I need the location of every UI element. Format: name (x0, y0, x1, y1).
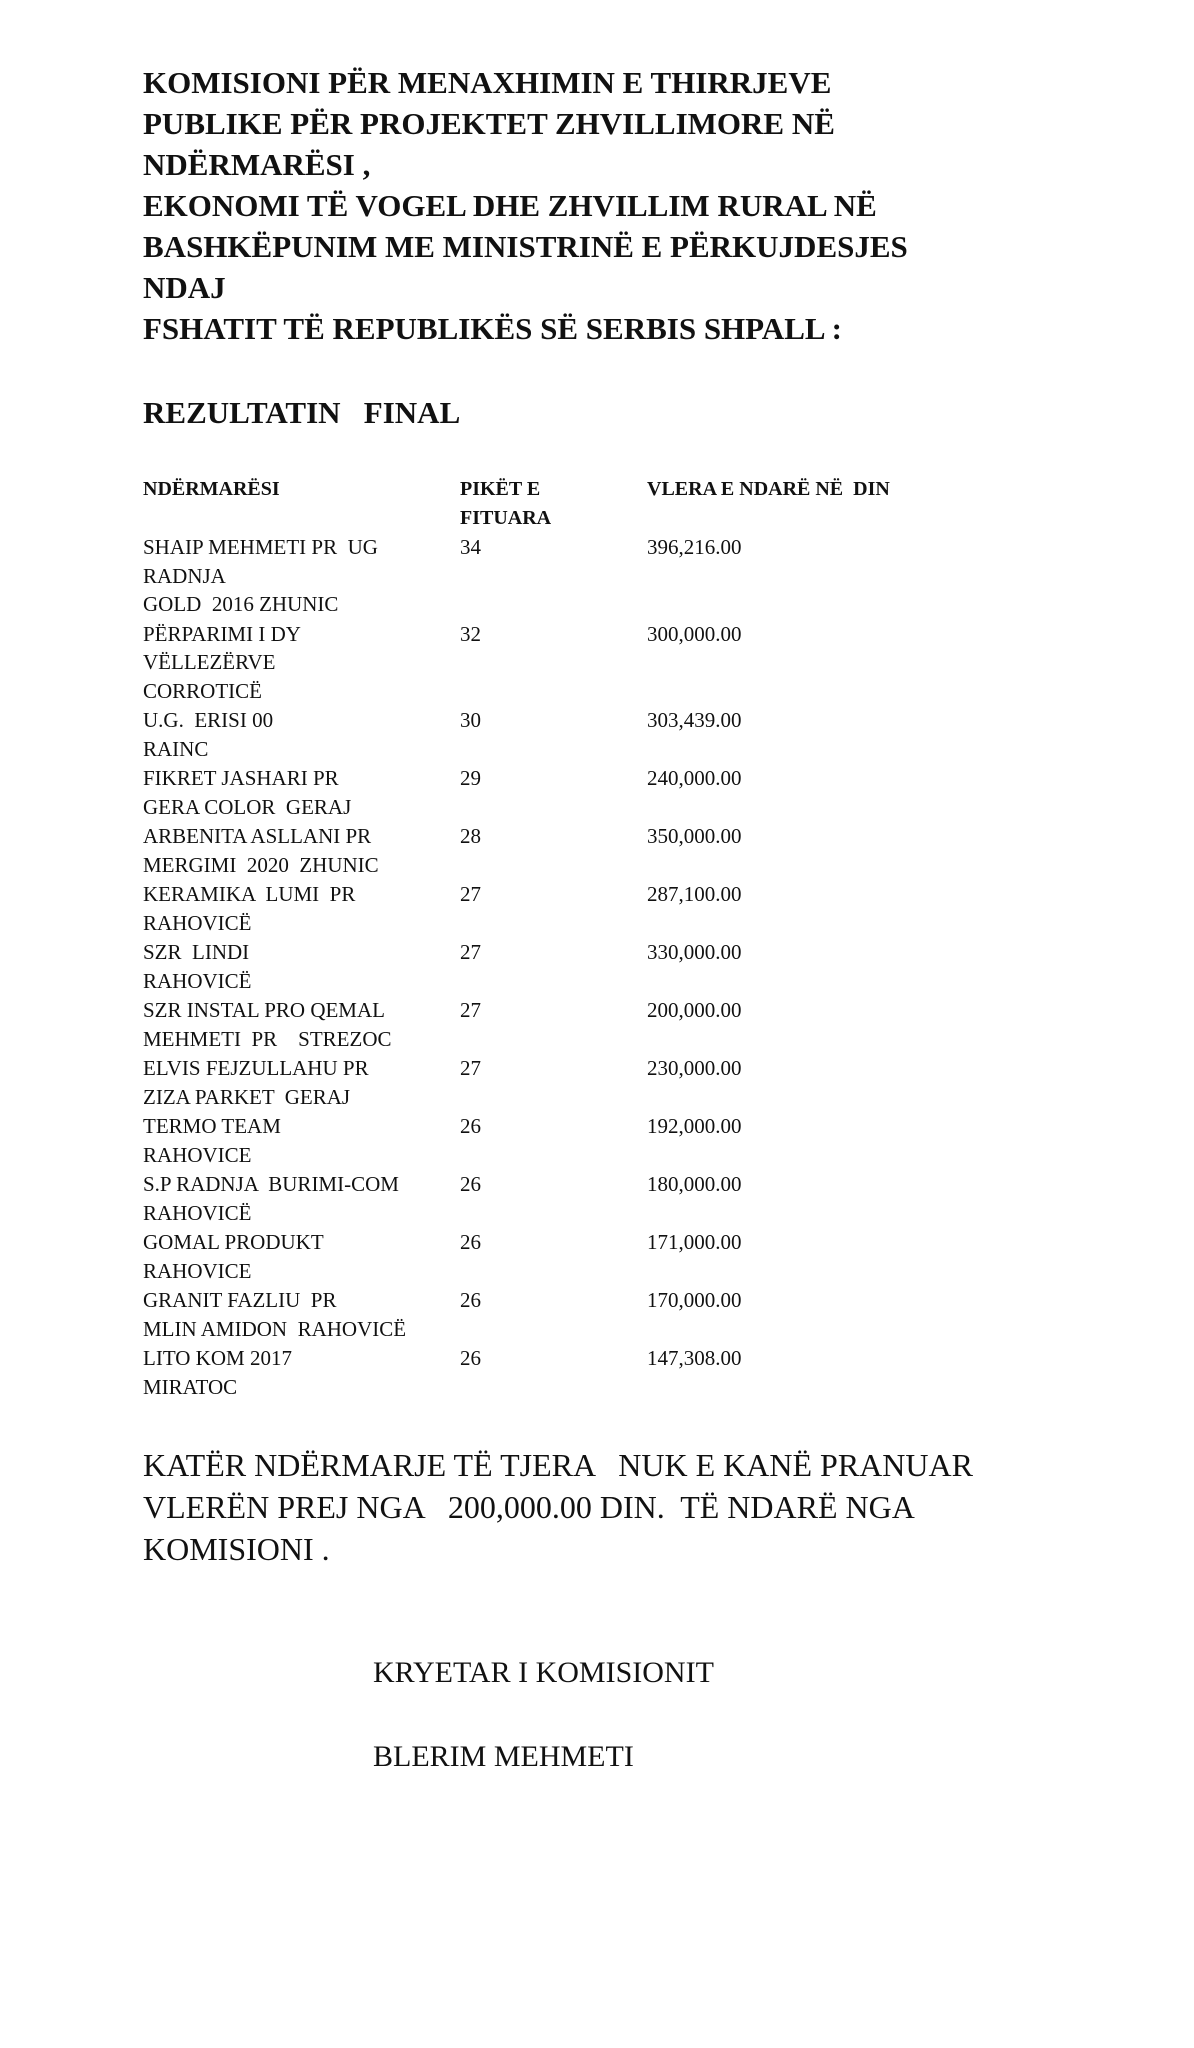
company-name-line: GRANIT FAZLIU PR (143, 1288, 337, 1312)
value-cell: 200,000.00 (647, 998, 742, 1022)
points-cell: 34 (460, 535, 481, 559)
header-company: NDËRMARËSI (143, 478, 280, 500)
note-line: VLERËN PREJ NGA 200,000.00 DIN. TË NDARË NGA (143, 1489, 915, 1525)
company-name-line: ELVIS FEJZULLAHU PR (143, 1056, 369, 1080)
company-name-line: RAHOVICË (143, 910, 252, 935)
points-cell: 26 (460, 1288, 481, 1312)
company-name-cell (143, 764, 448, 821)
table-body (143, 533, 1043, 1402)
company-name-line: ARBENITA ASLLANI PR (143, 824, 372, 848)
company-name-line: FIKRET JASHARI PR (143, 766, 339, 790)
company-name-line: RADNJA (143, 563, 226, 588)
value-cell: 350,000.00 (647, 824, 742, 848)
table-row (143, 996, 1043, 1054)
value-cell: 287,100.00 (647, 882, 742, 906)
points-cell: 26 (460, 1172, 481, 1196)
heading-line: KOMISIONI PËR MENAXHIMIN E THIRRJEVE (143, 65, 832, 100)
company-name-line: RAHOVICE (143, 1142, 252, 1167)
company-name-line: SZR INSTAL PRO QEMAL (143, 998, 385, 1022)
company-name-line: RAINC (143, 736, 209, 761)
company-name-line: KERAMIKA LUMI PR (143, 882, 356, 906)
header-points-line: PIKËT E (460, 478, 541, 500)
table-row (143, 1170, 1043, 1228)
company-name-line: SHAIP MEHMETI PR UG (143, 535, 378, 559)
points-cell: 27 (460, 1056, 481, 1080)
table-row (143, 1228, 1043, 1286)
heading-line: FSHATIT TË REPUBLIKËS SË SERBIS SHPALL : (143, 311, 842, 346)
company-name-line: VËLLEZËRVE (143, 650, 276, 674)
header-value: VLERA E NDARË NË DIN (647, 478, 890, 500)
value-cell: 180,000.00 (647, 1172, 742, 1196)
company-name-line: SZR LINDI (143, 940, 250, 964)
signature-title: KRYETAR I KOMISIONIT (373, 1656, 714, 1689)
table-row (143, 822, 1043, 880)
points-cell: 26 (460, 1346, 481, 1370)
heading-line: EKONOMI TË VOGEL DHE ZHVILLIM RURAL NË (143, 188, 877, 223)
company-name-line: LITO KOM 2017 (143, 1346, 292, 1370)
header-points-line: FITUARA (460, 506, 552, 529)
points-cell: 28 (460, 824, 481, 848)
table-header (143, 475, 1043, 533)
company-name-cell (143, 620, 448, 706)
points-cell: 32 (460, 621, 481, 646)
company-name-cell (143, 1054, 448, 1111)
value-cell: 170,000.00 (647, 1288, 742, 1312)
value-cell: 171,000.00 (647, 1230, 742, 1254)
company-name-line: MERGIMI 2020 ZHUNIC (143, 852, 379, 877)
points-cell: 26 (460, 1114, 481, 1138)
company-name-line: MEHMETI PR STREZOC (143, 1026, 392, 1051)
company-name-line: RAHOVICË (143, 1200, 252, 1225)
points-cell: 29 (460, 766, 481, 790)
table-row (143, 1344, 1043, 1402)
value-cell: 396,216.00 (647, 535, 742, 559)
company-name-cell (143, 1112, 448, 1169)
document-heading (143, 62, 1123, 349)
company-name-cell (143, 533, 448, 619)
value-cell: 240,000.00 (647, 766, 742, 790)
table-row (143, 764, 1043, 822)
value-cell: 330,000.00 (647, 940, 742, 964)
company-name-line: S.P RADNJA BURIMI-COM (143, 1172, 399, 1196)
company-name-cell (143, 706, 448, 763)
closing-note (143, 1444, 1143, 1570)
points-cell: 30 (460, 708, 481, 732)
company-name-line: RAHOVICE (143, 1258, 252, 1283)
company-name-line: GOMAL PRODUKT (143, 1230, 324, 1254)
note-line: KOMISIONI . (143, 1531, 330, 1567)
company-name-line: CORROTICË (143, 678, 263, 703)
note-line: KATËR NDËRMARJE TË TJERA NUK E KANË PRANUAR (143, 1447, 973, 1483)
table-row (143, 938, 1043, 996)
heading-line: PUBLIKE PËR PROJEKTET ZHVILLIMORE NË (143, 106, 835, 141)
company-name-cell (143, 880, 448, 937)
heading-line: BASHKËPUNIM ME MINISTRINË E PËRKUJDESJES (143, 229, 908, 264)
company-name-cell (143, 1170, 448, 1227)
heading-line: NDAJ (143, 270, 226, 305)
results-table (143, 475, 1043, 1402)
table-row (143, 880, 1043, 938)
company-name-line: MIRATOC (143, 1374, 238, 1399)
table-row (143, 1112, 1043, 1170)
company-name-line: PËRPARIMI I DY (143, 621, 301, 646)
company-name-line: GOLD 2016 ZHUNIC (143, 592, 339, 616)
result-title: REZULTATIN FINAL (143, 395, 461, 430)
points-cell: 26 (460, 1230, 481, 1254)
company-name-cell (143, 996, 448, 1053)
company-name-cell (143, 1286, 448, 1343)
table-row (143, 620, 1043, 707)
value-cell: 300,000.00 (647, 621, 742, 646)
company-name-cell (143, 938, 448, 995)
table-row (143, 1054, 1043, 1112)
table-row (143, 533, 1043, 620)
value-cell: 192,000.00 (647, 1114, 742, 1138)
heading-line: NDËRMARËSI , (143, 147, 371, 182)
company-name-cell (143, 822, 448, 879)
points-cell: 27 (460, 998, 481, 1022)
company-name-cell (143, 1344, 448, 1401)
company-name-line: GERA COLOR GERAJ (143, 794, 352, 819)
company-name-line: RAHOVICË (143, 968, 252, 993)
points-cell: 27 (460, 940, 481, 964)
signature-name: BLERIM MEHMETI (373, 1740, 634, 1773)
company-name-line: ZIZA PARKET GERAJ (143, 1084, 351, 1109)
company-name-line: TERMO TEAM (143, 1114, 281, 1138)
table-row (143, 1286, 1043, 1344)
company-name-cell (143, 1228, 448, 1285)
company-name-line: U.G. ERISI 00 (143, 708, 274, 732)
value-cell: 230,000.00 (647, 1056, 742, 1080)
value-cell: 147,308.00 (647, 1346, 742, 1370)
company-name-line: MLIN AMIDON RAHOVICË (143, 1316, 407, 1341)
table-row (143, 706, 1043, 764)
value-cell: 303,439.00 (647, 708, 742, 732)
header-points (460, 475, 600, 532)
points-cell: 27 (460, 882, 481, 906)
